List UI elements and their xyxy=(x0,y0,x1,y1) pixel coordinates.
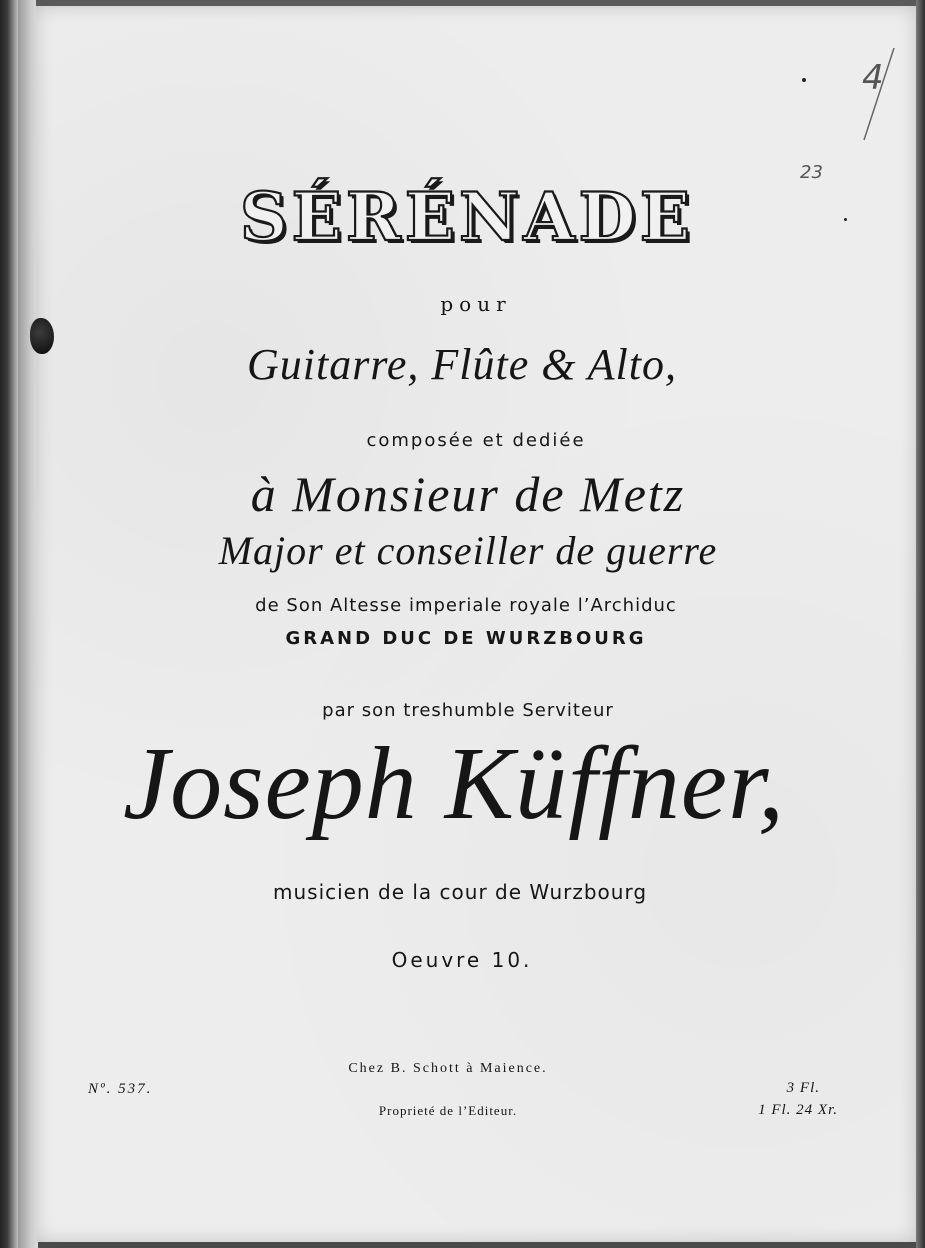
pencil-corner-number: 4 xyxy=(862,58,884,98)
dedicatee-name: à Monsieur de Metz xyxy=(250,466,686,522)
opus-number: Oeuvre 10. xyxy=(391,948,533,972)
property-line: Proprieté de l’Editeur. xyxy=(378,1103,518,1118)
title-page xyxy=(36,6,916,1242)
dedicatee-title: Major et conseiller de guerre xyxy=(218,528,718,573)
instrumentation: Guitarre, Flûte & Alto, xyxy=(247,340,677,389)
composer-role: musicien de la cour de Wurzbourg xyxy=(272,880,648,904)
scan-right-edge xyxy=(916,0,925,1248)
composer-name: Joseph Küffner, xyxy=(122,726,786,841)
dedication-intro: composée et dediée xyxy=(366,430,586,451)
servant-line: par son treshumble Serviteur xyxy=(322,700,614,721)
pencil-folio-number: 23 xyxy=(800,162,823,183)
price-florin-kreuzer: 1 Fl. 24 Xr. xyxy=(758,1102,838,1118)
grand-duchy: GRAND DUC DE WURZBOURG xyxy=(285,628,647,649)
subtitle-pour: pour xyxy=(440,292,512,316)
publisher-line: Chez B. Schott à Maience. xyxy=(348,1061,548,1076)
dedicatee-service: de Son Altesse imperiale royale l’Archiduc xyxy=(255,595,677,616)
page-title: SÉRÉNADE xyxy=(239,178,695,256)
pencil-slash-mark xyxy=(860,44,900,144)
plate-number: Nº. 537. xyxy=(88,1081,153,1097)
paper-speck xyxy=(802,78,806,82)
price-florin: 3 Fl. xyxy=(786,1080,820,1096)
